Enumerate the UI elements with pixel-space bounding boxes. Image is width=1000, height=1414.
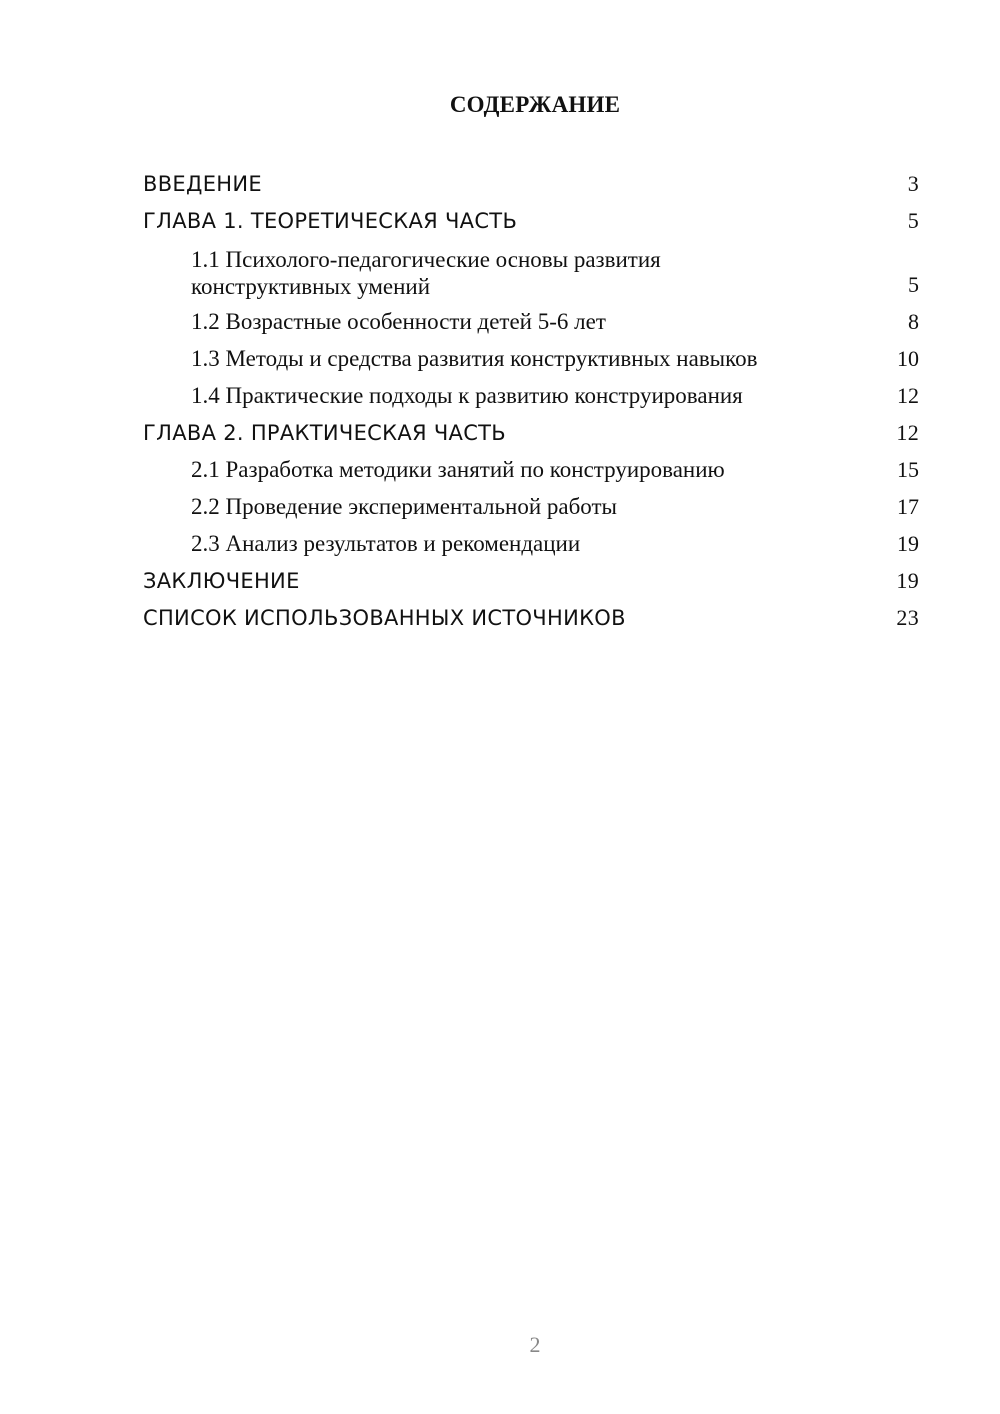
toc-entry-label: ГЛАВА 1. ТЕОРЕТИЧЕСКАЯ ЧАСТЬ <box>143 209 518 233</box>
toc-entry-label: 1.1 Психолого-педагогические основы развития конструктивных умений <box>191 247 661 299</box>
toc-entry-label: СПИСОК ИСПОЛЬЗОВАННЫХ ИСТОЧНИКОВ <box>143 606 626 630</box>
toc-entry-page: 10 <box>897 346 919 371</box>
toc-entry-label: 1.4 Практические подходы к развитию конструирования <box>191 383 743 408</box>
toc-entry-section-1-2[interactable] <box>143 307 919 344</box>
toc-entry-page: 5 <box>908 272 919 297</box>
toc-entry-section-2-2[interactable] <box>143 492 919 529</box>
toc-entry-page: 15 <box>897 457 919 482</box>
footer-page-number: 2 <box>529 1332 541 1357</box>
toc-entry-label: ЗАКЛЮЧЕНИЕ <box>143 569 300 593</box>
table-of-contents <box>143 169 919 640</box>
toc-entry-page: 17 <box>897 494 919 519</box>
toc-entry-chapter-2[interactable] <box>143 418 919 455</box>
toc-entry-introduction[interactable] <box>143 169 919 206</box>
toc-entry-conclusion[interactable] <box>143 566 919 603</box>
toc-entry-section-2-3[interactable] <box>143 529 919 566</box>
toc-entry-references[interactable] <box>143 603 919 640</box>
toc-entry-page: 8 <box>908 309 919 334</box>
toc-entry-section-2-1[interactable] <box>143 455 919 492</box>
toc-entry-label: 2.3 Анализ результатов и рекомендации <box>191 531 581 556</box>
toc-entry-page: 5 <box>907 208 919 233</box>
toc-entry-label: 2.1 Разработка методики занятий по конструированию <box>191 457 725 482</box>
toc-entry-page: 19 <box>896 568 919 593</box>
toc-entry-page: 12 <box>897 383 919 408</box>
toc-entry-section-1-1[interactable] <box>143 243 919 307</box>
toc-entry-label: 1.2 Возрастные особенности детей 5-6 лет <box>191 309 606 334</box>
toc-entry-page: 23 <box>896 605 919 630</box>
toc-entry-section-1-3[interactable] <box>143 344 919 381</box>
toc-entry-label: ГЛАВА 2. ПРАКТИЧЕСКАЯ ЧАСТЬ <box>143 421 507 445</box>
toc-entry-label: 2.2 Проведение экспериментальной работы <box>191 494 617 519</box>
toc-entry-page: 19 <box>897 531 919 556</box>
toc-entry-label: ВВЕДЕНИЕ <box>143 172 262 196</box>
page-title: СОДЕРЖАНИЕ <box>449 92 621 117</box>
toc-entry-page: 12 <box>896 420 919 445</box>
toc-entry-label: 1.3 Методы и средства развития конструктивных навыков <box>191 346 758 371</box>
toc-entry-chapter-1[interactable] <box>143 206 919 243</box>
toc-entry-section-1-4[interactable] <box>143 381 919 418</box>
toc-entry-page: 3 <box>907 171 919 196</box>
